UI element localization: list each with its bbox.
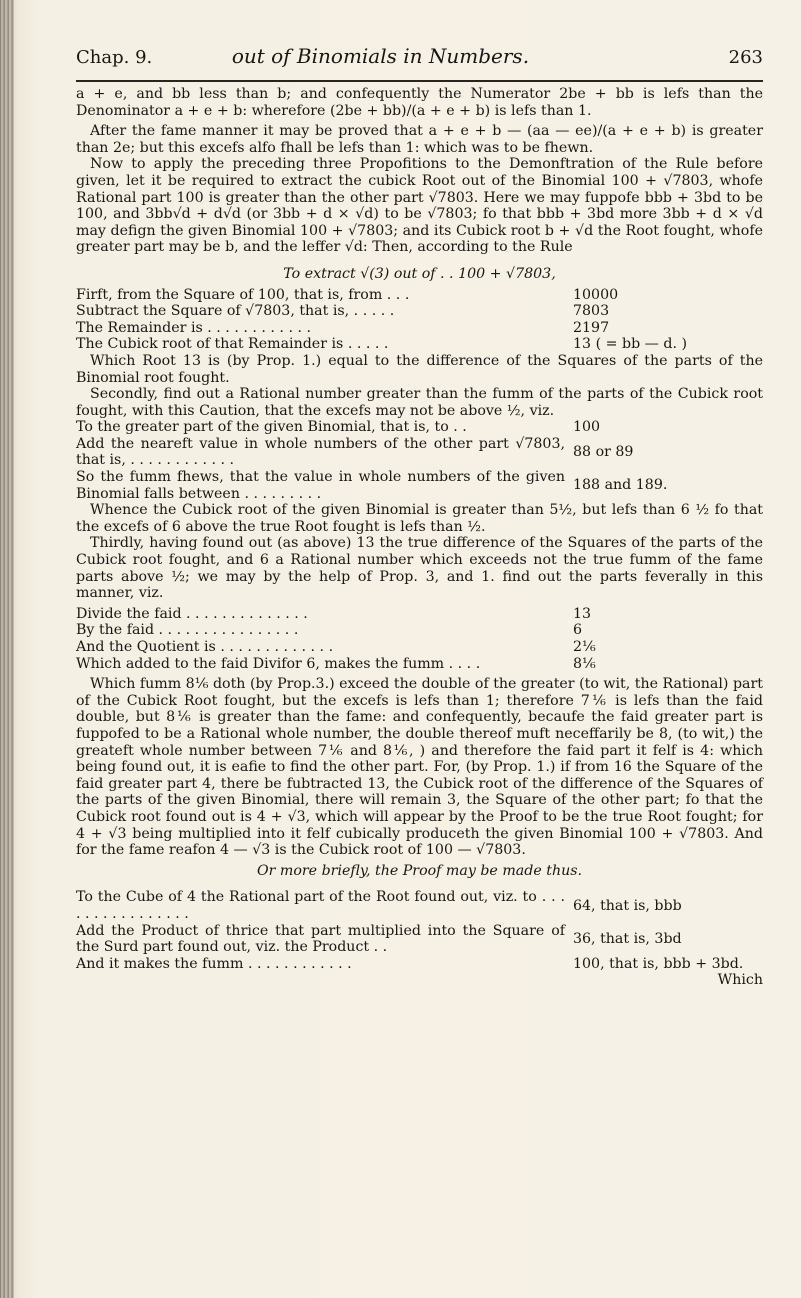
table-sum [76, 419, 763, 502]
table-row [76, 469, 763, 502]
table-squares [76, 287, 763, 353]
row-value: 64, that is, bbb [573, 897, 682, 914]
row-label: To the Cube of 4 the Rational part of the Root found out, viz. to . . . . . . . . . . . . . . . . [76, 889, 565, 922]
row-label: Add the Product of thrice that part multiplied into the Square of the Surd part found out, viz. the Product . . [76, 922, 565, 956]
table-row [76, 639, 763, 656]
table-row [76, 419, 763, 436]
catchword-row [76, 972, 763, 989]
paragraph-3: Now to apply the preceding three Propofitions to the Demonftration of the Rule before given, let it be required to extract the cubick Root out of the Binomial 100 + √7803, whofe Rational part 100 is greater than the other part √7803. Here we may fuppofe bbb + 3bd to be 100, and 3bb√d + d√d (or 3bb + d × √d) to be √7803; fo that bbb + 3bd more 3bb + d × √d may defign the given Binomial 100 + √7803; and its Cubick root b + √d the Root fought, whofe greater part may be b, and the leffer √d: Then, according to the Rule [76, 156, 763, 256]
row-value: 7803 [573, 303, 610, 320]
table-proof [76, 889, 763, 972]
row-label: To the greater part of the given Binomial, that is, to . . [76, 419, 467, 436]
row-label: And it makes the fumm . . . . . . . . . . . . [76, 955, 352, 972]
catchword: Which [717, 972, 763, 989]
row-value: 2⅙ [573, 639, 596, 655]
page-number: 263 [728, 47, 763, 68]
paragraph-4: Which Root 13 is (by Prop. 1.) equal to the difference of the Squares of the parts of the Binomial root fought. [76, 352, 763, 386]
extraction-title: To extract √(3) out of . . 100 + √7803, [283, 265, 556, 282]
row-value: 13 [573, 605, 592, 622]
row-label: Add the neareft value in whole numbers of the other part √7803, that is, . . . . . . . . . . . . [76, 435, 565, 469]
table-row [76, 923, 763, 956]
row-value: 188 and 189. [573, 477, 668, 494]
page-binding-edge [0, 0, 14, 1298]
table-row [76, 956, 763, 973]
row-label: The Remainder is . . . . . . . . . . . . [76, 319, 311, 336]
paragraph-8: Which fumm 8⅙ doth (by Prop.3.) exceed the double of the greater (to wit, the Rational) part of the Cubick Root fought, but the excefs is lefs than 1; therefore 7⅙ is lefs than the faid double, but 8⅙ is greater than the fame: and confequently, becaufe the faid greater part is fuppofed to be a Rational whole number, the double thereof muft neceffarily be 8, (to wit,) the greateft whole number between 7⅙ and 8⅙, ) and therefore the faid part it felf is 4: which being found out, it is eafie to find the other part. For, (by Prop. 1.) if from 16 the Square of the faid greater part 4, there be fubtracted 13, the Cubick root of the difference of the Squares of the parts of the given Binomial, there will remain 3, the Square of the other part; fo that the Cubick root found out is 4 + √3, which will appear by the Proof to be the true Root fought; for 4 + √3 being multiplied into it felf cubically produceth the given Binomial 100 + √7803. And for the fame reafon 4 — √3 is the Cubick root of 100 — √7803. [76, 676, 763, 859]
row-label: Subtract the Square of √7803, that is, . . . . . [76, 303, 395, 320]
row-value: 36, that is, 3bd [573, 930, 682, 947]
table-row [76, 889, 763, 922]
table-row [76, 606, 763, 623]
row-label: Firft, from the Square of 100, that is, from . . . [76, 286, 410, 303]
paragraph-7: Thirdly, having found out (as above) 13 the true difference of the Squares of the parts of the Cubick root fought, and 6 a Rational number which exceeds not the true fumm of the fame parts above ½; we may by the help of Prop. 3, and 1. find out the parts feverally in this manner, viz. [76, 535, 763, 602]
row-value: 13 ( = bb — d. ) [573, 336, 688, 353]
paragraph-1: a + e, and bb less than b; and confequently the Numerator 2be + bb is lefs than the Denominator a + e + b: wherefore (2be + bb)/(a + e + b) is lefs than 1. [76, 86, 763, 119]
table-division [76, 606, 763, 672]
row-label: And the Quotient is . . . . . . . . . . . . . [76, 639, 334, 655]
row-label: The Cubick root of that Remainder is . . . . . [76, 336, 389, 353]
proof-title: Or more briefly, the Proof may be made thus. [256, 862, 583, 879]
table-row [76, 303, 763, 320]
row-value: 88 or 89 [573, 444, 634, 461]
page-body [76, 86, 763, 989]
table-row [76, 656, 763, 673]
row-value: 2197 [573, 319, 610, 336]
table-row [76, 287, 763, 304]
row-value: 10000 [573, 286, 619, 303]
chapter-label: Chap. 9. [76, 47, 153, 68]
page-header [76, 44, 763, 82]
row-label: Divide the faid . . . . . . . . . . . . . . [76, 605, 308, 622]
row-label: By the faid . . . . . . . . . . . . . . . . [76, 622, 299, 639]
row-value: 100 [573, 419, 601, 436]
row-value: 6 [573, 622, 583, 639]
table-row [76, 436, 763, 469]
row-label: So the fumm fhews, that the value in whole numbers of the given Binomial falls between . . . . . . . . . [76, 469, 565, 502]
paragraph-5: Secondly, find out a Rational number greater than the fumm of the parts of the Cubick root fought, with this Caution, that the excefs may not be above ½, viz. [76, 386, 763, 419]
row-value: 100, that is, bbb + 3bd. [573, 955, 744, 972]
table-row [76, 622, 763, 639]
paragraph-2: After the fame manner it may be proved that a + e + b — (aa — ee)/(a + e + b) is greater than 2e; but this excefs alfo fhall be lefs than 1: which was to be fhewn. [76, 123, 763, 156]
row-label: Which added to the faid Divifor 6, makes the fumm . . . . [76, 655, 481, 672]
table-row [76, 320, 763, 337]
paragraph-6: Whence the Cubick root of the given Binomial is greater than 5½, but lefs than 6 ½ fo that the excefs of 6 above the true Root fought is lefs than ½. [76, 502, 763, 535]
table-row [76, 336, 763, 353]
row-value: 8⅙ [573, 655, 596, 672]
running-title: out of Binomials in Numbers. [231, 44, 530, 68]
